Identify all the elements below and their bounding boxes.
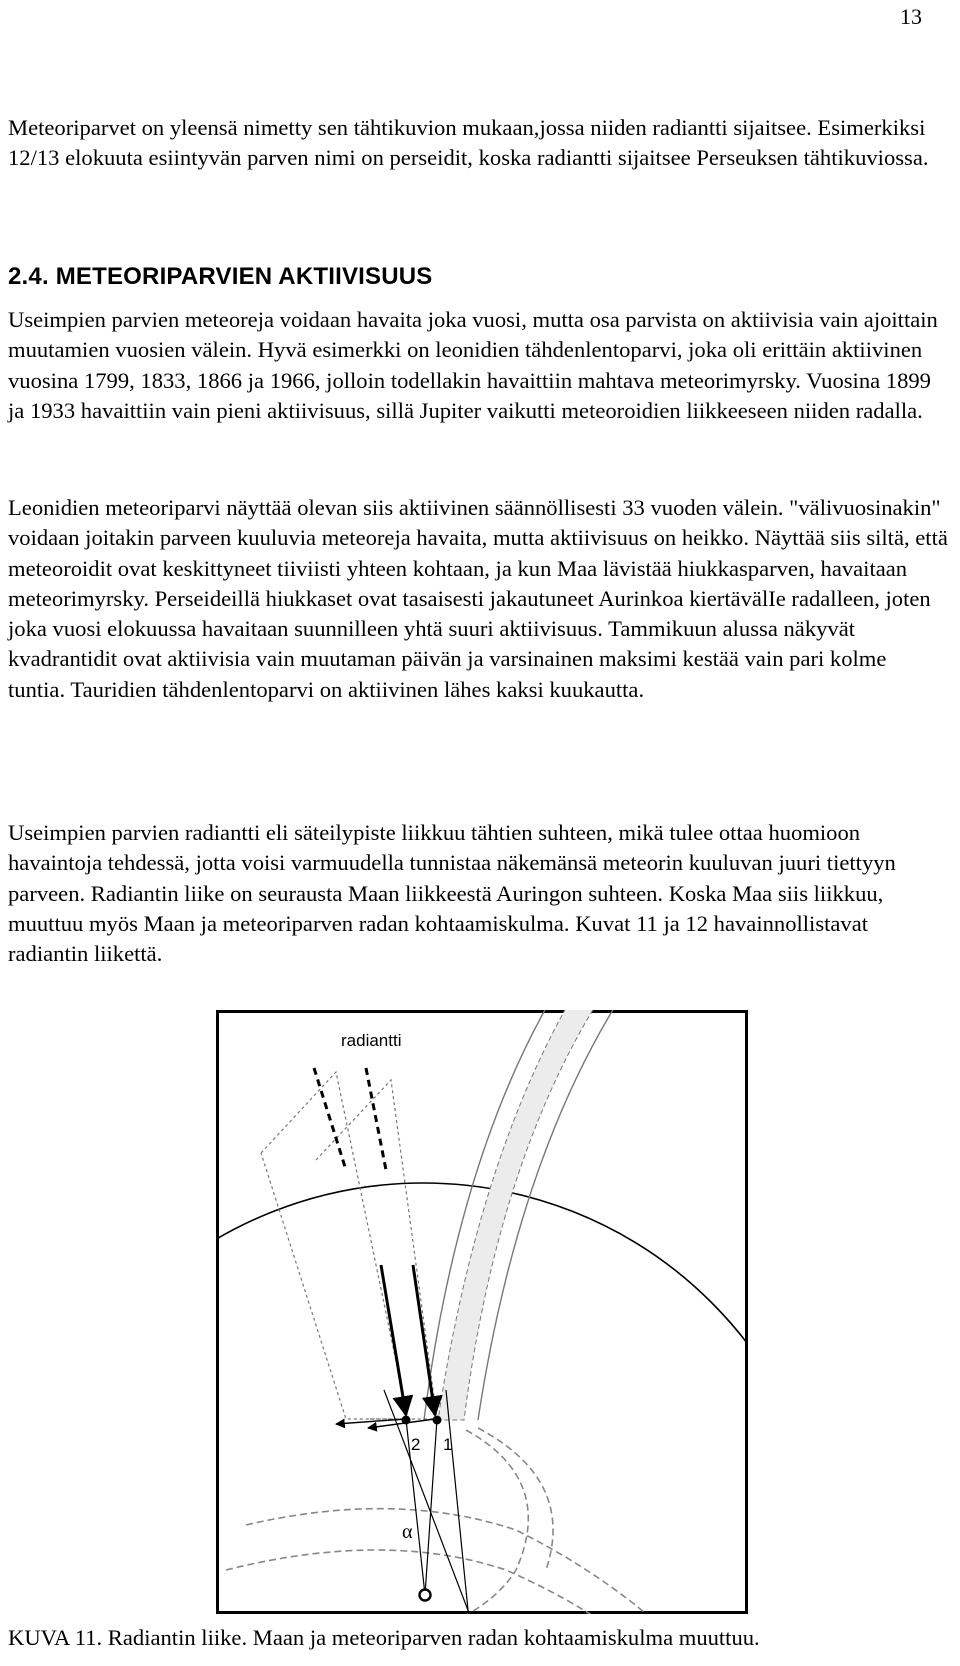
earth-position-1 xyxy=(433,1416,442,1425)
body-paragraph-3: Useimpien parvien radiantti eli säteilypiste liikkuu tähtien suhteen, mikä tulee ottaa huomioon havaintoja tehdessä, jotta voisi varmuudella tunnistaa näkemänsä meteorin kuuluvan juuri tiettyyn parveen. Radiantin liike on seurausta Maan liikkeestä Auringon suhteen. Koska Maa siis liikkuu, muuttuu myös Maan ja meteoriparven radan kohtaamiskulma. Kuvat 11 ja 12 havainnollistavat radiantin liikettä. xyxy=(8,820,896,967)
point-2-label: 2 xyxy=(411,1435,421,1454)
section-heading: 2.4. METEORIPARVIEN AKTIIVISUUS xyxy=(8,263,433,290)
figure-caption: KUVA 11. Radiantin liike. Maan ja meteoriparven radan kohtaamiskulma muuttuu. xyxy=(8,1625,760,1650)
intro-paragraph: Meteoriparvet on yleensä nimetty sen tähtikuvion mukaan,jossa niiden radiantti sijaitsee. Esimerkiksi 12/13 elokuuta esiintyvän parven nimi on perseidit, koska radiantti sijaitsee Perseuksen tähtikuviossa. xyxy=(8,115,929,171)
radiant-figure xyxy=(216,1010,748,1614)
earth-position-2 xyxy=(402,1416,411,1425)
body-paragraph-2: Leonidien meteoriparvi näyttää olevan siis aktiivinen säännöllisesti 33 vuoden välein. "välivuosinakin" voidaan joitakin parveen kuuluvia meteoreja havaita, mutta aktiivisuus on heikko. Näyttää siis siltä, että meteoroidit ovat keskittyneet tiiviisti yhteen kohtaan, ja kun Maa lävistää hiukkasparven, havaitaan meteorimyrsky. Perseideillä hiukkaset ovat tasaisesti jakautuneet Aurinkoa kiertävälIe radalleen, joten joka vuosi elokuussa havaitaan suunnilleen yhtä suuri aktiivisuus. Tammikuun alussa näkyvät kvadrantidit ovat aktiivisia vain muutaman päivän ja varsinainen maksimi kestää vain pari kolme tuntia. Tauridien tähdenlentoparvi on aktiivinen lähes kaksi kuukautta. xyxy=(8,495,948,702)
point-1-label: 1 xyxy=(443,1435,453,1454)
sun-marker xyxy=(420,1590,431,1601)
radiant-diagram xyxy=(216,1010,748,1614)
body-paragraph-1: Useimpien parvien meteoreja voidaan havaita joka vuosi, mutta osa parvista on aktiivisia vain ajoittain muutamien vuosien välein. Hyvä esimerkki on leonidien tähdenlentoparvi, joka oli erittäin aktiivinen vuosina 1799, 1833, 1866 ja 1966, jolloin todellakin havaittiin mahtava meteorimyrsky. Vuosina 1899 ja 1933 havaittiin vain pieni aktiivisuus, sillä Jupiter vaikutti meteoroidien liikkeeseen niiden radalla. xyxy=(8,307,938,423)
page-number: 13 xyxy=(900,4,922,29)
radiant-label: radiantti xyxy=(341,1031,402,1050)
alpha-label: α xyxy=(402,1521,413,1543)
